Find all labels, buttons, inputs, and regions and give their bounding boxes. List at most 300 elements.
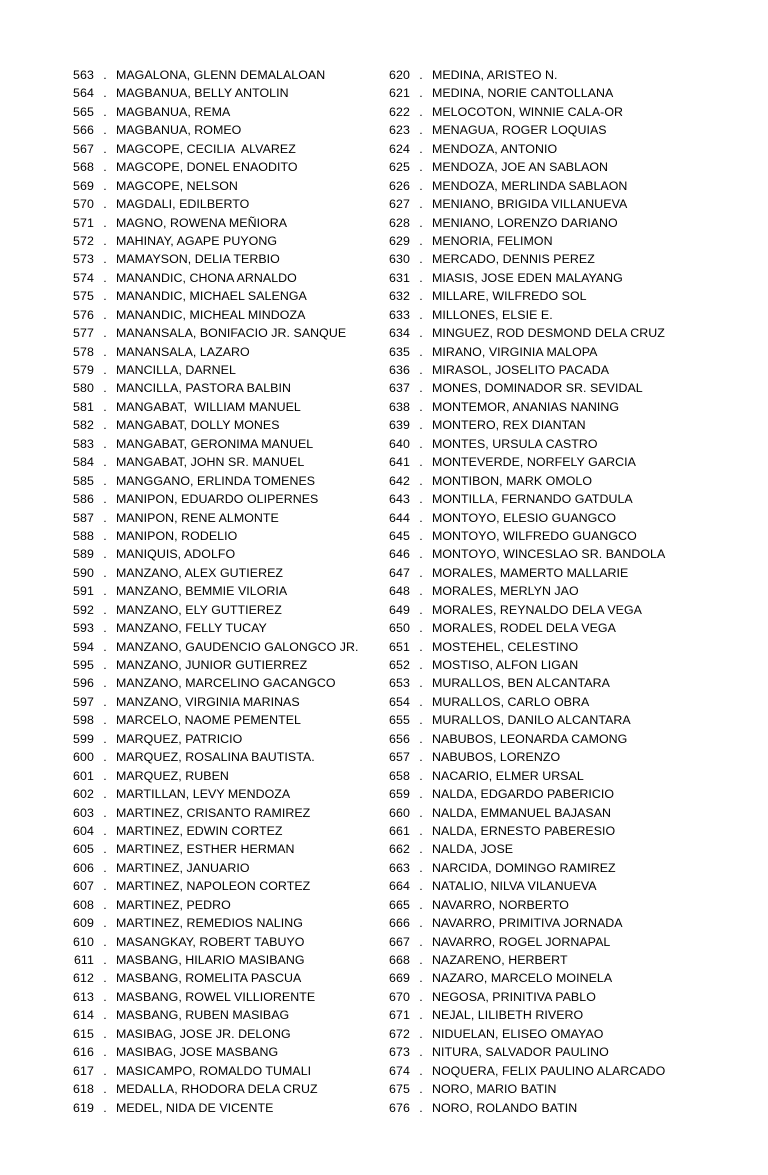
entry-index: 609	[73, 916, 94, 931]
entry-separator-dot: .	[103, 805, 107, 820]
entry-index: 665	[389, 897, 410, 912]
name-entry-row	[378, 914, 718, 932]
name-entry-row	[378, 66, 718, 84]
name-entry-row	[378, 232, 718, 250]
entry-name: MAMAYSON, DELIA TERBIO	[116, 252, 280, 267]
entry-index: 573	[73, 252, 94, 267]
name-entry-row	[62, 306, 378, 324]
entry-index: 620	[389, 68, 410, 82]
entry-name: MAGCOPE, CECILIA ALVAREZ	[116, 141, 296, 156]
entry-separator-dot: .	[103, 1008, 107, 1023]
name-column-right	[378, 66, 718, 1117]
entry-index: 586	[73, 492, 94, 507]
entry-name: MAGBANUA, ROMEO	[116, 123, 242, 138]
name-entry-row	[378, 822, 718, 840]
entry-separator-dot: .	[419, 344, 423, 359]
entry-name: MAHINAY, AGAPE PUYONG	[116, 233, 278, 248]
name-entry-row	[62, 804, 378, 822]
entry-index: 583	[73, 436, 94, 451]
name-entry-row	[378, 1080, 718, 1098]
name-entry-row	[378, 121, 718, 139]
name-entry-row	[378, 951, 718, 969]
entry-separator-dot: .	[419, 233, 423, 248]
name-entry-row	[62, 711, 378, 729]
entry-separator-dot: .	[103, 215, 107, 230]
entry-name: MANIPON, RODELIO	[116, 528, 238, 543]
entry-separator-dot: .	[419, 842, 423, 857]
entry-index: 659	[389, 787, 410, 802]
entry-separator-dot: .	[103, 252, 107, 267]
name-entry-row	[62, 472, 378, 490]
entry-separator-dot: .	[103, 916, 107, 931]
name-entry-row	[62, 564, 378, 582]
name-entry-row	[62, 379, 378, 397]
entry-separator-dot: .	[103, 676, 107, 691]
name-entry-row	[62, 140, 378, 158]
entry-name: MORALES, REYNALDO DELA VEGA	[432, 602, 642, 617]
entry-separator-dot: .	[419, 916, 423, 931]
entry-separator-dot: .	[419, 823, 423, 838]
name-entry-row	[378, 214, 718, 232]
name-entry-row	[62, 453, 378, 471]
name-entry-row	[62, 859, 378, 877]
name-entry-row	[378, 674, 718, 692]
entry-index: 617	[73, 1063, 94, 1078]
entry-separator-dot: .	[103, 713, 107, 728]
entry-index: 675	[389, 1082, 410, 1097]
entry-index: 594	[73, 639, 94, 654]
entry-separator-dot: .	[419, 602, 423, 617]
entry-separator-dot: .	[419, 270, 423, 285]
entry-name: MARTINEZ, JANUARIO	[116, 860, 250, 875]
entry-separator-dot: .	[103, 307, 107, 322]
entry-separator-dot: .	[103, 823, 107, 838]
entry-name: MASIBAG, JOSE MASBANG	[116, 1045, 279, 1060]
entry-name: MARTINEZ, NAPOLEON CORTEZ	[116, 879, 311, 894]
entry-name: MILLARE, WILFREDO SOL	[432, 289, 587, 304]
entry-name: MARQUEZ, PATRICIO	[116, 731, 243, 746]
entry-separator-dot: .	[419, 639, 423, 654]
entry-separator-dot: .	[103, 141, 107, 156]
name-entry-row	[62, 748, 378, 766]
entry-index: 622	[389, 104, 410, 119]
name-entry-row	[378, 287, 718, 305]
entry-index: 615	[73, 1026, 94, 1041]
entry-name: NEJAL, LILIBETH RIVERO	[432, 1008, 584, 1023]
entry-separator-dot: .	[103, 621, 107, 636]
entry-name: MAGNO, ROWENA MEÑIORA	[116, 215, 288, 230]
name-entry-row	[62, 619, 378, 637]
entry-separator-dot: .	[419, 1026, 423, 1041]
entry-index: 667	[389, 934, 410, 949]
entry-index: 632	[389, 289, 410, 304]
name-entry-row	[62, 969, 378, 987]
entry-name: NACARIO, ELMER URSAL	[432, 768, 584, 783]
name-entry-row	[378, 453, 718, 471]
entry-index: 616	[73, 1045, 94, 1060]
entry-name: NORO, MARIO BATIN	[432, 1082, 557, 1097]
entry-name: MENORIA, FELIMON	[432, 233, 553, 248]
entry-separator-dot: .	[419, 750, 423, 765]
entry-name: MENDOZA, ANTONIO	[432, 141, 558, 156]
name-entry-row	[378, 509, 718, 527]
entry-name: MONTEVERDE, NORFELY GARCIA	[432, 455, 636, 470]
name-entry-row	[62, 822, 378, 840]
entry-name: MERCADO, DENNIS PEREZ	[432, 252, 595, 267]
entry-index: 569	[73, 178, 94, 193]
name-entry-row	[378, 195, 718, 213]
entry-name: MANANSALA, LAZARO	[116, 344, 250, 359]
entry-index: 631	[389, 270, 410, 285]
entry-separator-dot: .	[419, 694, 423, 709]
entry-index: 636	[389, 363, 410, 377]
entry-separator-dot: .	[103, 953, 107, 967]
entry-index: 654	[389, 694, 410, 709]
name-entry-row	[62, 416, 378, 434]
entry-name: MANANDIC, MICHEAL MINDOZA	[116, 307, 306, 322]
entry-index: 660	[389, 805, 410, 820]
entry-separator-dot: .	[419, 252, 423, 267]
entry-index: 658	[389, 768, 410, 783]
entry-name: MELOCOTON, WINNIE CALA-OR	[432, 104, 624, 119]
entry-separator-dot: .	[103, 123, 107, 138]
entry-name: MASBANG, ROWEL VILLIORENTE	[116, 989, 316, 1004]
entry-index: 648	[389, 584, 410, 599]
entry-index: 588	[73, 528, 94, 543]
entry-separator-dot: .	[103, 547, 107, 562]
entry-index: 613	[73, 989, 94, 1004]
name-entry-row	[378, 693, 718, 711]
entry-separator-dot: .	[419, 713, 423, 728]
entry-separator-dot: .	[103, 492, 107, 507]
entry-name: MARTINEZ, ESTHER HERMAN	[116, 842, 295, 857]
name-entry-row	[378, 379, 718, 397]
entry-name: MANZANO, JUNIOR GUTIERREZ	[116, 658, 308, 672]
entry-name: MARQUEZ, ROSALINA BAUTISTA.	[116, 750, 315, 765]
entry-index: 634	[389, 326, 410, 341]
entry-index: 591	[73, 584, 94, 599]
entry-index: 637	[389, 381, 410, 396]
entry-name: MENIANO, BRIGIDA VILLANUEVA	[432, 197, 628, 212]
name-entry-row	[378, 804, 718, 822]
entry-separator-dot: .	[419, 971, 423, 986]
entry-name: MARQUEZ, RUBEN	[116, 768, 229, 783]
entry-separator-dot: .	[103, 658, 107, 672]
entry-separator-dot: .	[103, 178, 107, 193]
name-entry-row	[378, 656, 718, 674]
entry-name: MONTEMOR, ANANIAS NANING	[432, 399, 620, 414]
entry-index: 579	[73, 363, 94, 377]
name-entry-row	[62, 877, 378, 895]
entry-separator-dot: .	[419, 197, 423, 212]
name-entry-row	[62, 435, 378, 453]
name-entry-row	[378, 969, 718, 987]
entry-name: MAGCOPE, NELSON	[116, 178, 238, 193]
entry-name: MANZANO, MARCELINO GACANGCO	[116, 676, 336, 691]
name-entry-row	[62, 638, 378, 656]
entry-index: 669	[389, 971, 410, 986]
name-entry-row	[378, 324, 718, 342]
entry-separator-dot: .	[103, 381, 107, 396]
entry-separator-dot: .	[103, 86, 107, 101]
entry-index: 644	[389, 510, 410, 525]
name-entry-row	[62, 343, 378, 361]
entry-index: 619	[73, 1100, 94, 1115]
entry-separator-dot: .	[103, 584, 107, 599]
entry-index: 610	[73, 934, 94, 949]
name-entry-row	[378, 1043, 718, 1061]
entry-separator-dot: .	[103, 768, 107, 783]
entry-name: MASBANG, HILARIO MASIBANG	[116, 953, 305, 967]
entry-name: MAGCOPE, DONEL ENAODITO	[116, 160, 298, 175]
name-entry-row	[62, 1080, 378, 1098]
entry-index: 625	[389, 160, 410, 175]
name-entry-row	[62, 545, 378, 563]
entry-name: MONTIBON, MARK OMOLO	[432, 473, 593, 488]
entry-separator-dot: .	[103, 971, 107, 986]
entry-index: 581	[73, 399, 94, 414]
entry-name: NALDA, EMMANUEL BAJASAN	[432, 805, 612, 820]
entry-separator-dot: .	[419, 473, 423, 488]
name-entry-row	[378, 158, 718, 176]
entry-name: MAGDALI, EDILBERTO	[116, 197, 250, 212]
entry-separator-dot: .	[419, 547, 423, 562]
entry-separator-dot: .	[419, 307, 423, 322]
entry-index: 564	[73, 86, 94, 101]
entry-name: MIASIS, JOSE EDEN MALAYANG	[432, 270, 623, 285]
name-entry-row	[378, 711, 718, 729]
entry-index: 671	[389, 1008, 410, 1023]
name-entry-row	[62, 398, 378, 416]
entry-name: MASICAMPO, ROMALDO TUMALI	[116, 1063, 312, 1078]
entry-name: MANIQUIS, ADOLFO	[116, 547, 236, 562]
entry-name: NATALIO, NILVA VILANUEVA	[432, 879, 597, 894]
entry-separator-dot: .	[419, 1082, 423, 1097]
name-entry-row	[378, 877, 718, 895]
entry-index: 592	[73, 602, 94, 617]
entry-index: 651	[389, 639, 410, 654]
entry-separator-dot: .	[419, 215, 423, 230]
name-entry-row	[62, 527, 378, 545]
name-entry-row	[62, 656, 378, 674]
name-entry-row	[62, 490, 378, 508]
name-entry-row	[62, 509, 378, 527]
entry-index: 662	[389, 842, 410, 857]
entry-name: NALDA, EDGARDO PABERICIO	[432, 787, 615, 802]
entry-index: 597	[73, 694, 94, 709]
entry-separator-dot: .	[419, 565, 423, 580]
name-entry-row	[378, 103, 718, 121]
entry-name: MOSTEHEL, CELESTINO	[432, 639, 579, 654]
entry-separator-dot: .	[419, 953, 423, 967]
entry-separator-dot: .	[419, 528, 423, 543]
entry-separator-dot: .	[103, 639, 107, 654]
entry-name: NARCIDA, DOMINGO RAMIREZ	[432, 860, 616, 875]
entry-name: NITURA, SALVADOR PAULINO	[432, 1045, 609, 1060]
entry-index: 602	[73, 787, 94, 802]
entry-separator-dot: .	[419, 178, 423, 193]
name-entry-row	[62, 103, 378, 121]
entry-separator-dot: .	[419, 787, 423, 802]
entry-separator-dot: .	[103, 399, 107, 414]
name-entry-row	[378, 748, 718, 766]
entry-index: 666	[389, 916, 410, 931]
entry-separator-dot: .	[103, 842, 107, 857]
name-entry-row	[378, 1062, 718, 1080]
entry-separator-dot: .	[103, 750, 107, 765]
entry-index: 649	[389, 602, 410, 617]
entry-index: 663	[389, 860, 410, 875]
name-entry-row	[378, 767, 718, 785]
entry-name: MANGABAT, GERONIMA MANUEL	[116, 436, 314, 451]
entry-name: MIRANO, VIRGINIA MALOPA	[432, 344, 598, 359]
entry-name: MANZANO, GAUDENCIO GALONGCO JR.	[116, 639, 359, 654]
name-entry-row	[378, 490, 718, 508]
entry-index: 650	[389, 621, 410, 636]
two-column-name-list	[62, 66, 728, 1117]
entry-index: 598	[73, 713, 94, 728]
entry-name: MEDINA, NORIE CANTOLLANA	[432, 86, 614, 101]
entry-index: 578	[73, 344, 94, 359]
entry-index: 626	[389, 178, 410, 193]
entry-separator-dot: .	[103, 418, 107, 433]
entry-index: 676	[389, 1100, 410, 1115]
entry-index: 582	[73, 418, 94, 433]
entry-index: 643	[389, 492, 410, 507]
entry-index: 584	[73, 455, 94, 470]
entry-index: 568	[73, 160, 94, 175]
name-entry-row	[62, 1025, 378, 1043]
entry-name: NOQUERA, FELIX PAULINO ALARCADO	[432, 1063, 666, 1078]
name-entry-row	[62, 601, 378, 619]
entry-name: MARTINEZ, EDWIN CORTEZ	[116, 823, 283, 838]
entry-separator-dot: .	[419, 621, 423, 636]
entry-separator-dot: .	[103, 528, 107, 543]
entry-index: 642	[389, 473, 410, 488]
name-entry-row	[378, 582, 718, 600]
entry-separator-dot: .	[419, 68, 423, 82]
entry-name: MAGBANUA, BELLY ANTOLIN	[116, 86, 289, 101]
entry-separator-dot: .	[103, 1082, 107, 1097]
name-entry-row	[62, 269, 378, 287]
entry-index: 599	[73, 731, 94, 746]
entry-name: MENDOZA, MERLINDA SABLAON	[432, 178, 628, 193]
entry-index: 623	[389, 123, 410, 138]
entry-index: 574	[73, 270, 94, 285]
name-entry-row	[62, 158, 378, 176]
entry-index: 664	[389, 879, 410, 894]
entry-name: MANANDIC, CHONA ARNALDO	[116, 270, 297, 285]
name-entry-row	[62, 785, 378, 803]
entry-separator-dot: .	[103, 694, 107, 709]
entry-index: 630	[389, 252, 410, 267]
entry-name: MASBANG, RUBEN MASIBAG	[116, 1008, 290, 1023]
entry-name: MONTES, URSULA CASTRO	[432, 436, 598, 451]
name-entry-row	[378, 1025, 718, 1043]
entry-separator-dot: .	[103, 731, 107, 746]
entry-separator-dot: .	[419, 860, 423, 875]
entry-separator-dot: .	[419, 768, 423, 783]
entry-index: 653	[389, 676, 410, 691]
entry-name: MENIANO, LORENZO DARIANO	[432, 215, 618, 230]
entry-separator-dot: .	[103, 233, 107, 248]
entry-separator-dot: .	[419, 805, 423, 820]
entry-index: 640	[389, 436, 410, 451]
entry-separator-dot: .	[103, 879, 107, 894]
entry-separator-dot: .	[103, 344, 107, 359]
entry-name: MONTOYO, WINCESLAO SR. BANDOLA	[432, 547, 666, 562]
entry-name: MANCILLA, PASTORA BALBIN	[116, 381, 291, 396]
entry-index: 608	[73, 897, 94, 912]
entry-index: 612	[73, 971, 94, 986]
name-entry-row	[378, 435, 718, 453]
entry-index: 580	[73, 381, 94, 396]
entry-name: MASANGKAY, ROBERT TABUYO	[116, 934, 305, 949]
name-entry-row	[378, 1099, 718, 1117]
entry-separator-dot: .	[419, 879, 423, 894]
entry-name: MANGABAT, JOHN SR. MANUEL	[116, 455, 305, 470]
entry-name: NAZARENO, HERBERT	[432, 953, 568, 967]
entry-index: 607	[73, 879, 94, 894]
name-entry-row	[62, 287, 378, 305]
name-entry-row	[62, 1099, 378, 1117]
entry-separator-dot: .	[419, 289, 423, 304]
entry-index: 614	[73, 1008, 94, 1023]
entry-separator-dot: .	[103, 160, 107, 175]
entry-separator-dot: .	[419, 731, 423, 746]
entry-index: 645	[389, 528, 410, 543]
entry-separator-dot: .	[103, 270, 107, 285]
entry-index: 638	[389, 399, 410, 414]
name-entry-row	[62, 693, 378, 711]
name-entry-row	[62, 1062, 378, 1080]
name-entry-row	[62, 232, 378, 250]
entry-separator-dot: .	[419, 676, 423, 691]
entry-name: MONES, DOMINADOR SR. SEVIDAL	[432, 381, 643, 396]
name-entry-row	[378, 250, 718, 268]
name-entry-row	[62, 361, 378, 379]
entry-separator-dot: .	[103, 1100, 107, 1115]
entry-index: 629	[389, 233, 410, 248]
entry-separator-dot: .	[103, 897, 107, 912]
entry-index: 603	[73, 805, 94, 820]
entry-name: MEDEL, NIDA DE VICENTE	[116, 1100, 274, 1115]
name-entry-row	[378, 306, 718, 324]
entry-index: 627	[389, 197, 410, 212]
name-entry-row	[378, 545, 718, 563]
name-entry-row	[378, 398, 718, 416]
entry-index: 571	[73, 215, 94, 230]
name-entry-row	[62, 674, 378, 692]
entry-index: 606	[73, 860, 94, 875]
entry-separator-dot: .	[103, 934, 107, 949]
entry-name: MARTILLAN, LEVY MENDOZA	[116, 787, 291, 802]
entry-name: MURALLOS, CARLO OBRA	[432, 694, 590, 709]
name-entry-row	[378, 177, 718, 195]
entry-name: MONTILLA, FERNANDO GATDULA	[432, 492, 633, 507]
entry-index: 655	[389, 713, 410, 728]
entry-index: 596	[73, 676, 94, 691]
entry-name: NAVARRO, NORBERTO	[432, 897, 569, 912]
entry-separator-dot: .	[419, 1008, 423, 1023]
entry-index: 566	[73, 123, 94, 138]
entry-index: 641	[389, 455, 410, 470]
entry-name: MASIBAG, JOSE JR. DELONG	[116, 1026, 291, 1041]
name-entry-row	[378, 619, 718, 637]
entry-index: 587	[73, 510, 94, 525]
entry-separator-dot: .	[103, 860, 107, 875]
entry-separator-dot: .	[419, 989, 423, 1004]
